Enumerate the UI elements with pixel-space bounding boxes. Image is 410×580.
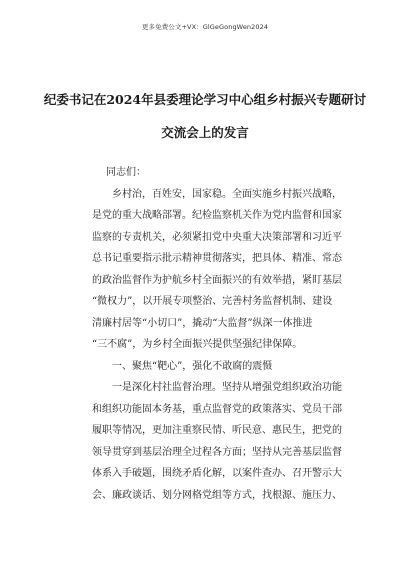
paragraph-line: 会、廉政谈话、划分网格党组等方式，找根源、施压力、 — [92, 489, 342, 501]
paragraph-line: 总书记重要指示批示精神贯彻落实，把具体、精准、常态 — [92, 253, 342, 264]
paragraph-line: “三不腐”，为乡村全面振兴提供坚强纪律保障。 — [92, 339, 303, 350]
header-note: 更多免费公文+VX：GlGeGongWen2024 — [141, 23, 269, 31]
greeting: 同志们： — [106, 167, 146, 178]
paragraph-line: 的政治监督作为护航乡村全面振兴的有效举措，紧盯基层 — [92, 274, 342, 286]
paragraph-line: 是党的重大战略部署。纪检监察机关作为党内监督和国家 — [92, 210, 342, 221]
paragraph-line: 一是深化村社监督治理。坚持从增强党组织政治功能 — [112, 382, 342, 393]
paragraph-2 — [92, 377, 342, 506]
document-title-line-2: 交流会上的发言 — [161, 125, 249, 140]
document-title-line-1: 纪委书记在2024年县委理论学习中心组乡村振兴专题研讨 — [43, 92, 367, 107]
paragraph-line: 领导贯穿到基层治理全过程各方面；坚持从完善基层监督 — [92, 446, 342, 458]
paragraph-line: 体系入手破题，围绕矛盾化解，以案件查办、召开警示大 — [92, 468, 342, 479]
paragraph-line: “微权力”，以开展专项整治、完善村务监督机制、建设 — [92, 296, 333, 307]
paragraph-line: 乡村治，百姓安，国家稳。全面实施乡村振兴战略， — [112, 188, 342, 200]
paragraph-line: 监察的专责机关，必须紧扣党中央重大决策部署和习近平 — [92, 231, 342, 243]
paragraph-line: 履职等情况，更加注重察民情、听民意、惠民生，把党的 — [92, 425, 342, 436]
paragraph-line: 清廉村居等“小切口”，撬动“大监督”纵深一体推进 — [92, 317, 313, 329]
paragraph-1 — [92, 184, 342, 356]
document-body — [92, 162, 342, 506]
section-heading-1: 一、聚焦“靶心”，强化不敢腐的震慑 — [112, 360, 273, 372]
paragraph-line: 和组织功能固本务基，重点监督党的政策落实、党员干部 — [92, 403, 342, 415]
